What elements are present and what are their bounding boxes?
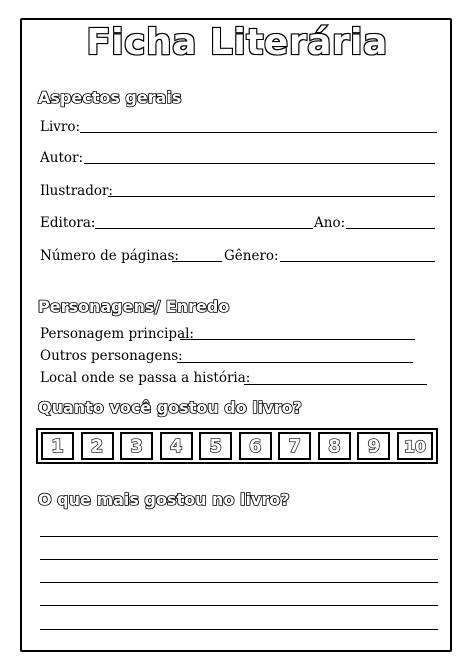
author-label: Autor: bbox=[40, 150, 83, 166]
other-characters-field[interactable] bbox=[177, 362, 413, 363]
author-field[interactable] bbox=[84, 163, 435, 164]
page-title: Ficha Literária bbox=[86, 22, 388, 63]
rating-option-9[interactable]: 9 bbox=[357, 432, 390, 460]
publisher-field[interactable] bbox=[95, 228, 313, 229]
genre-label: Gênero: bbox=[224, 248, 279, 264]
rating-option-10[interactable]: 10 bbox=[397, 432, 433, 460]
section-heading-rating: Quanto você gostou do livro? bbox=[38, 398, 302, 417]
rating-option-6[interactable]: 6 bbox=[239, 432, 272, 460]
rating-option-5[interactable]: 5 bbox=[199, 432, 232, 460]
rating-option-1[interactable]: 1 bbox=[41, 432, 74, 460]
answer-line-3[interactable] bbox=[40, 582, 438, 583]
rating-option-7[interactable]: 7 bbox=[278, 432, 311, 460]
rating-option-2[interactable]: 2 bbox=[81, 432, 114, 460]
rating-scale bbox=[36, 428, 438, 464]
rating-option-4[interactable]: 4 bbox=[160, 432, 193, 460]
story-place-label: Local onde se passa a história: bbox=[40, 370, 251, 386]
rating-option-3[interactable]: 3 bbox=[120, 432, 153, 460]
main-character-field[interactable] bbox=[180, 339, 415, 340]
genre-field[interactable] bbox=[280, 261, 435, 262]
section-heading-general: Aspectos gerais bbox=[38, 88, 182, 107]
year-field[interactable] bbox=[346, 228, 435, 229]
answer-line-5[interactable] bbox=[40, 629, 438, 630]
rating-option-8[interactable]: 8 bbox=[318, 432, 351, 460]
book-label: Livro: bbox=[40, 119, 81, 135]
other-characters-label: Outros personagens: bbox=[40, 348, 183, 364]
illustrator-label: Ilustrador: bbox=[40, 183, 113, 199]
answer-line-2[interactable] bbox=[40, 559, 438, 560]
book-field[interactable] bbox=[80, 132, 437, 133]
answer-line-1[interactable] bbox=[40, 536, 438, 537]
answer-line-4[interactable] bbox=[40, 605, 438, 606]
illustrator-field[interactable] bbox=[108, 196, 435, 197]
story-place-field[interactable] bbox=[244, 384, 427, 385]
section-heading-favorite: O que mais gostou no livro? bbox=[38, 490, 290, 509]
pages-field[interactable] bbox=[172, 261, 222, 262]
publisher-label: Editora: bbox=[40, 215, 96, 231]
pages-label: Número de páginas: bbox=[40, 248, 179, 264]
main-character-label: Personagem principal: bbox=[40, 326, 194, 342]
section-heading-characters: Personagens/ Enredo bbox=[38, 297, 230, 316]
year-label: Ano: bbox=[314, 215, 346, 231]
